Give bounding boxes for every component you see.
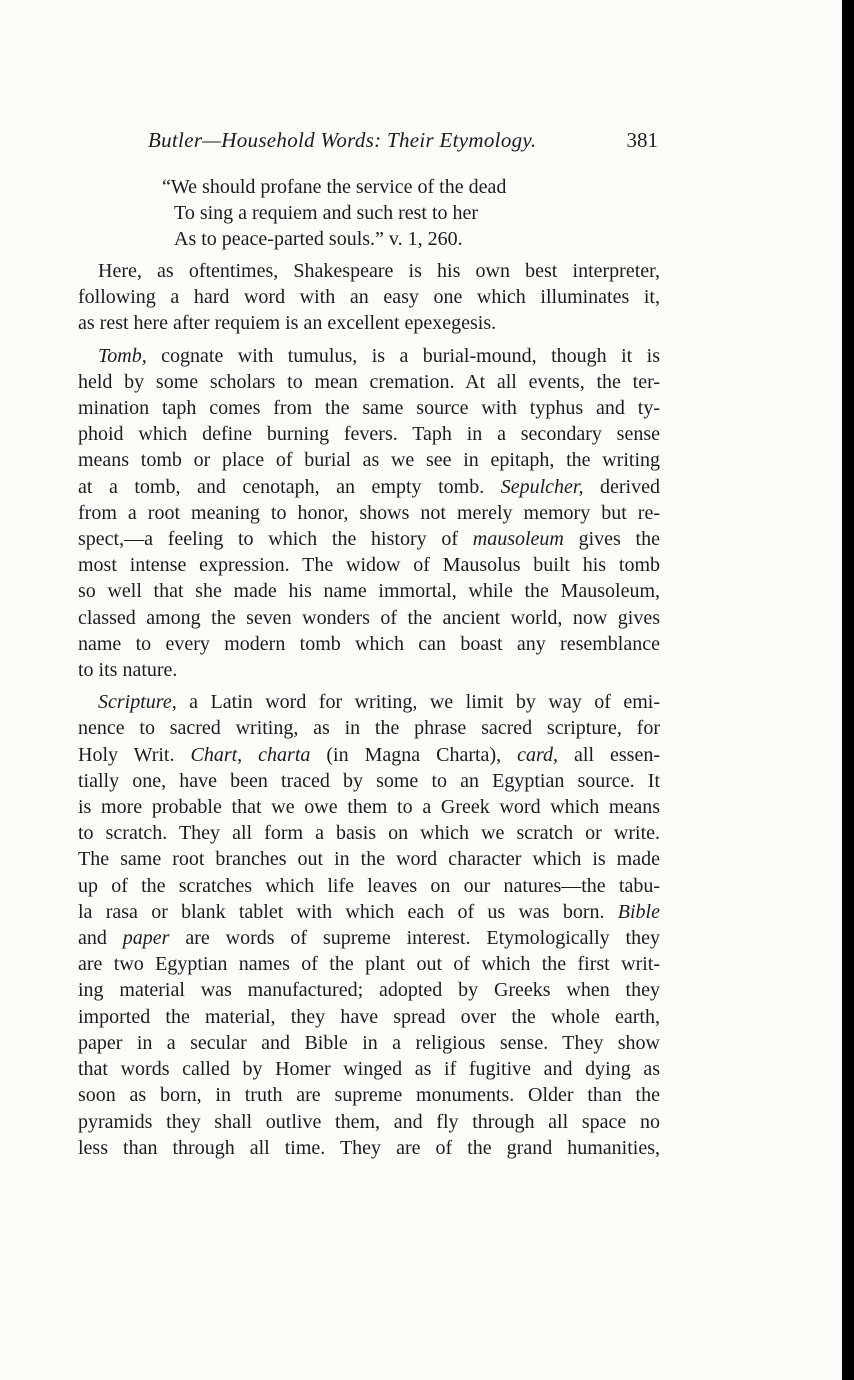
- text-line: are two Egyptian names of the plant out of which the first writ-: [78, 953, 660, 976]
- verse-quotation: [162, 174, 602, 252]
- text-line: phoid which define burning fevers. Taph in a secondary sense: [78, 423, 660, 446]
- text-line: Tomb, cognate with tumulus, is a burial-mound, though it is: [98, 344, 660, 367]
- paragraph-tomb: [78, 343, 660, 684]
- term-mausoleum: mausoleum: [472, 528, 564, 551]
- text-line: to its nature.: [78, 659, 178, 682]
- text-line: at a tomb, and cenotaph, an empty tomb. Sepulcher, derived: [78, 475, 660, 498]
- text-line: means tomb or place of burial as we see in epitaph, the writing: [78, 449, 660, 472]
- text-line: paper in a secular and Bible in a religious sense. They show: [78, 1031, 660, 1054]
- text-line: tially one, have been traced by some to an Egyptian source. It: [78, 769, 660, 792]
- text-line: pyramids they shall outlive them, and fly through all space no: [78, 1110, 660, 1133]
- text-line: Scripture, a Latin word for writing, we limit by way of emi-: [98, 691, 660, 714]
- text-line: Holy Writ. Chart, charta (in Magna Charta), card, all essen-: [78, 743, 660, 766]
- scan-border: [842, 0, 854, 1380]
- text-line: nence to sacred writing, as in the phrase sacred scripture, for: [78, 717, 660, 740]
- text-line: name to every modern tomb which can boast any resemblance: [78, 632, 660, 655]
- term-sepulcher: Sepulcher,: [500, 475, 584, 498]
- page-number: 381: [626, 128, 658, 152]
- term-scripture: Scripture,: [98, 691, 177, 714]
- term-paper: paper: [122, 927, 170, 950]
- text-line: from a root meaning to honor, shows not merely memory but re-: [78, 501, 660, 524]
- quote-line: As to peace-parted souls.” v. 1, 260.: [174, 228, 463, 250]
- running-title: Butler—Household Words: Their Etymology.: [148, 128, 537, 152]
- text-line: as rest here after requiem is an excellent epexegesis.: [78, 312, 497, 335]
- term-card: card,: [517, 743, 559, 766]
- text-line: soon as born, in truth are supreme monuments. Older than the: [78, 1084, 660, 1107]
- text-line: that words called by Homer winged as if fugitive and dying as: [78, 1058, 660, 1081]
- term-tomb: Tomb,: [98, 344, 147, 367]
- text-line: and paper are words of supreme interest. Etymologically they: [78, 927, 660, 950]
- text-line: so well that she made his name immortal, while the Mausoleum,: [78, 580, 660, 603]
- paragraph-interpreter: [78, 258, 660, 337]
- text-line: held by some scholars to mean cremation. At all events, the ter-: [78, 370, 660, 393]
- term-bible: Bible: [617, 900, 660, 923]
- text-line: imported the material, they have spread over the whole earth,: [78, 1005, 660, 1028]
- text-line: mination taph comes from the same source with typhus and ty-: [78, 397, 660, 420]
- text-line: Here, as oftentimes, Shakespeare is his own best interpreter,: [98, 260, 660, 282]
- text-line: The same root branches out in the word character which is made: [78, 848, 660, 871]
- text-line: most intense expression. The widow of Mausolus built his tomb: [78, 554, 660, 577]
- quote-line: To sing a requiem and such rest to her: [174, 202, 479, 224]
- text-line: following a hard word with an easy one which illuminates it,: [78, 286, 660, 309]
- page-header: [148, 128, 658, 160]
- paragraph-scripture: [78, 689, 660, 1161]
- quote-line: “We should profane the service of the dead: [162, 176, 507, 198]
- text-line: to scratch. They all form a basis on which we scratch or write.: [78, 822, 660, 845]
- text-line: is more probable that we owe them to a Greek word which means: [78, 796, 660, 819]
- term-chart-charta: Chart, charta: [190, 743, 311, 766]
- text-line: up of the scratches which life leaves on our natures—the tabu-: [78, 874, 660, 897]
- text-line: less than through all time. They are of the grand humanities,: [78, 1136, 660, 1159]
- body-text: [78, 258, 660, 1167]
- text-line: spect,—a feeling to which the history of mausoleum gives the: [78, 528, 660, 551]
- text-line: classed among the seven wonders of the ancient world, now gives: [78, 606, 660, 629]
- text-line: la rasa or blank tablet with which each of us was born. Bible: [78, 900, 660, 923]
- text-line: ing material was manufactured; adopted by Greeks when they: [78, 979, 660, 1002]
